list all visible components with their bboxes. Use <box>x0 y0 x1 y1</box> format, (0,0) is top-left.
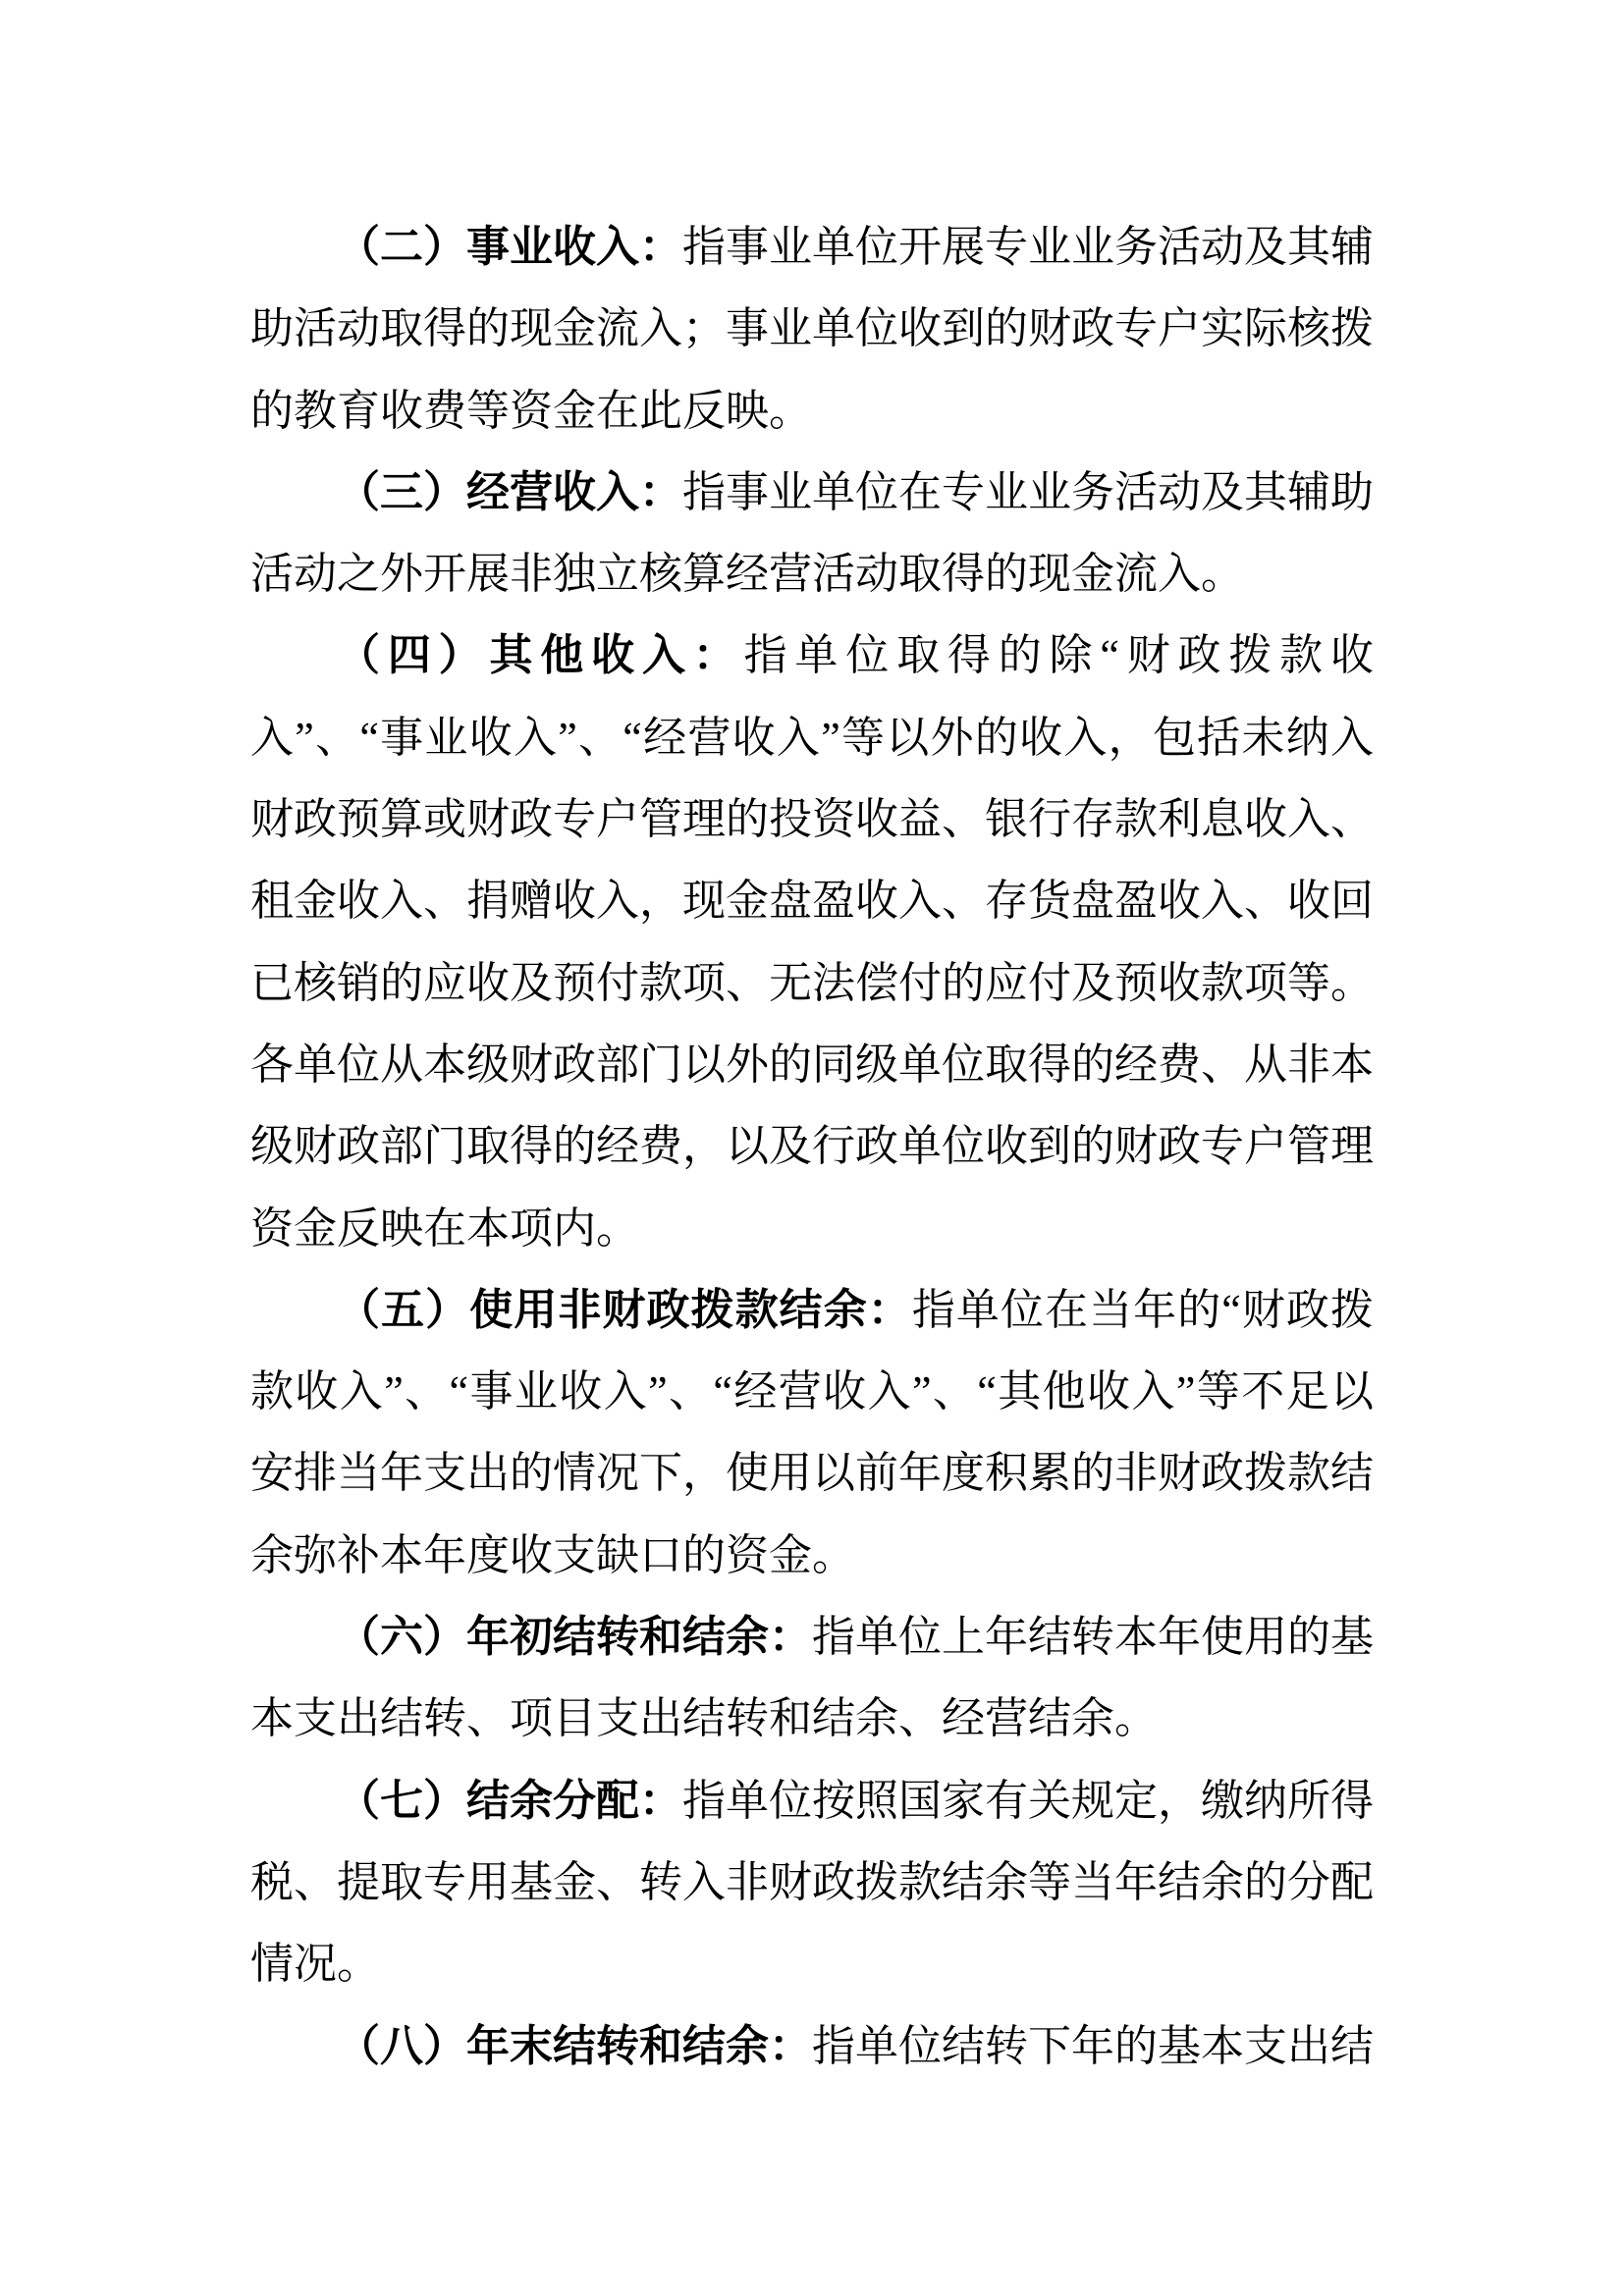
term-definition: 指事业单位开展专业业务活动及其辅助活动取得的现金流入；事业单位收到的财政专户实际核拨的教育收费等资金在此反映。 <box>250 223 1374 435</box>
term-label: （二）事业收入： <box>337 223 682 271</box>
term-label: （八）年末结转和结余： <box>337 2021 812 2070</box>
definition-paragraph <box>250 614 1374 1268</box>
term-definition: 指事业单位在专业业务活动及其辅助活动之外开展非独立核算经营活动取得的现金流入。 <box>250 467 1374 599</box>
term-definition: 指单位按照国家有关规定，缴纳所得税、提取专用基金、转入非财政拨款结余等当年结余的分配情况。 <box>250 1776 1374 1989</box>
definition-paragraph <box>250 206 1374 452</box>
term-label: （四）其他收入： <box>337 631 744 680</box>
paragraph-list <box>250 206 1374 2087</box>
term-label: （五）使用非财政拨款结余： <box>337 1285 912 1334</box>
definition-paragraph <box>250 452 1374 615</box>
definition-paragraph <box>250 1269 1374 1596</box>
definition-paragraph <box>250 1760 1374 2005</box>
document-page <box>250 206 1374 2087</box>
term-definition: 指单位上年结转本年使用的基本支出结转、项目支出结转和结余、经营结余。 <box>250 1613 1374 1743</box>
term-label: （三）经营收入： <box>337 467 682 516</box>
definition-paragraph <box>250 2005 1374 2087</box>
definition-paragraph <box>250 1596 1374 1760</box>
term-definition: 指单位在当年的“财政拨款收入”、“事业收入”、“经营收入”、“其他收入”等不足以安排当年支出的情况下，使用以前年度积累的非财政拨款结余弥补本年度收支缺口的资金。 <box>250 1285 1375 1579</box>
term-label: （七）结余分配： <box>337 1776 682 1825</box>
term-label: （六）年初结转和结余： <box>337 1613 812 1662</box>
term-definition: 指单位结转下年的基本支出结 <box>812 2021 1374 2070</box>
term-definition: 指单位取得的除“财政拨款收入”、“事业收入”、“经营收入”等以外的收入，包括未纳入财政预算或财政专户管理的投资收益、银行存款利息收入、租金收入、捐赠收入，现金盘盈收入、存货盘盈收入、收回已核销的应收及预付款项、无法偿付的应付及预收款项等。各单位从本级财政部门以外的同级单位取得的经费、从非本级财政部门取得的经费，以及行政单位收到的财政专户管理资金反映在本项内。 <box>250 631 1375 1253</box>
